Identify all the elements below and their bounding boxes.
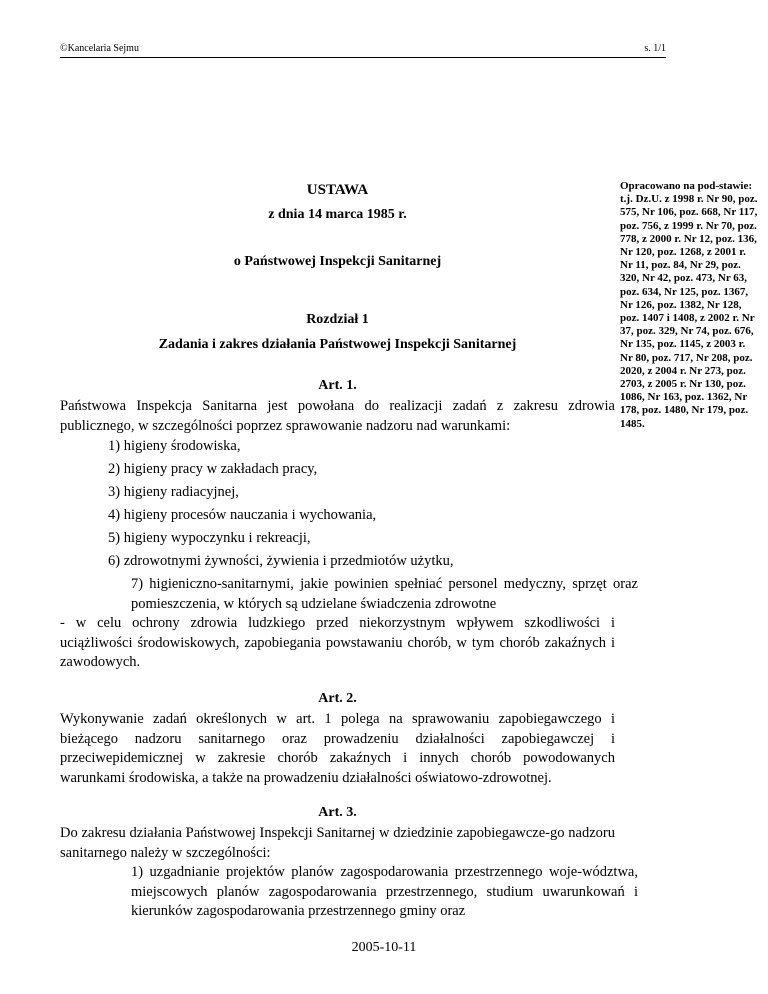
art1-item-2: 2) higieny pracy w zakładach pracy, (108, 461, 318, 477)
art1-heading: Art. 1. (318, 378, 357, 393)
art3-intro: Do zakresu działania Państwowej Inspekcji Sanitarnej w dziedzinie zapobiegawcze-go nadzoru sanitarnego należy w szczególności: (60, 825, 615, 861)
art1-item-4: 4) higieny procesów nauczania i wychowania, (108, 507, 377, 523)
art2-text: Wykonywanie zadań określonych w art. 1 polega na sprawowaniu zapobiegawczego i bieżącego nadzoru sanitarnego oraz prowadzeniu działalności zapobiegawczej i przeciwepidemicznej w zakresie chorób zakaźnych i innych chorób powodowanych warunkami środowiska, a także na prowadzeniu działalności oświatowo-zdrowotnej. (60, 711, 615, 786)
side-note-sources: Opracowano na pod-stawie: t.j. Dz.U. z 1998 r. Nr 90, poz. 575, Nr 106, poz. 668, Nr 117, poz. 756, z 1999 r. Nr 70, poz. 778, z 2000 r. Nr 12, poz. 136, Nr 120, poz. 1268, z 2001 r. Nr 11, poz. 84, Nr 29, poz. 320, Nr 42, poz. 473, Nr 63, poz. 634, Nr 125, poz. 1367, Nr 126, poz. 1382, Nr 128, poz. 1407 i 1408, z 2002 r. Nr 37, poz. 329, Nr 74, poz. 676, Nr 135, poz. 1145, z 2003 r. Nr 80, poz. 717, Nr 208, poz. 2020, z 2004 r. Nr 273, poz. 2703, z 2005 r. Nr 130, poz. 1086, Nr 163, poz. 1362, Nr 178, poz. 1480, Nr 179, poz. 1485. (620, 180, 758, 430)
act-title: USTAWA (306, 182, 369, 198)
header-publisher: ©Kancelaria Sejmu (60, 43, 139, 54)
art1-intro: Państwowa Inspekcja Sanitarna jest powołana do realizacji zadań z zakresu zdrowia publicznego, w szczególności poprzez sprawowanie nadzoru nad warunkami: (60, 398, 615, 434)
chapter-title: Zadania i zakres działania Państwowej Inspekcji Sanitarnej (158, 337, 517, 352)
art2-heading: Art. 2. (318, 691, 357, 706)
art3-item-1: 1) uzgadnianie projektów planów zagospodarowania przestrzennego woje-wództwa, miejscowych planów zagospodarowania przestrzennego, studium uwarunkowań i kierunków zagospodarowania przestrzennego gminy oraz (131, 864, 638, 919)
page-footer-date: 2005-10-11 (351, 940, 417, 955)
art3-heading: Art. 3. (318, 805, 357, 820)
art1-item-6: 6) zdrowotnymi żywności, żywienia i przedmiotów użytku, (108, 553, 454, 569)
art1-item-7: 7) higieniczno-sanitarnymi, jakie powinien spełniać personel medyczny, sprzęt oraz pomieszczenia, w których są udzielane świadczenia zdrowotne (131, 576, 638, 612)
act-subject: o Państwowej Inspekcji Sanitarnej (233, 254, 442, 269)
art1-item-5: 5) higieny wypoczynku i rekreacji, (108, 530, 311, 546)
art1-closing: - w celu ochrony zdrowia ludzkiego przed niekorzystnym wpływem szkodliwości i uciążliwości środowiskowych, zapobiegania powstawaniu chorób, w tym chorób zakaźnych i zawodowych. (60, 615, 615, 670)
header-page-number: s. 1/1 (644, 43, 666, 54)
art1-item-3: 3) higieny radiacyjnej, (108, 484, 239, 500)
art1-item-1: 1) higieny środowiska, (108, 438, 241, 454)
act-date: z dnia 14 marca 1985 r. (268, 207, 407, 222)
chapter-number: Rozdział 1 (306, 312, 369, 327)
header-divider (60, 57, 666, 58)
